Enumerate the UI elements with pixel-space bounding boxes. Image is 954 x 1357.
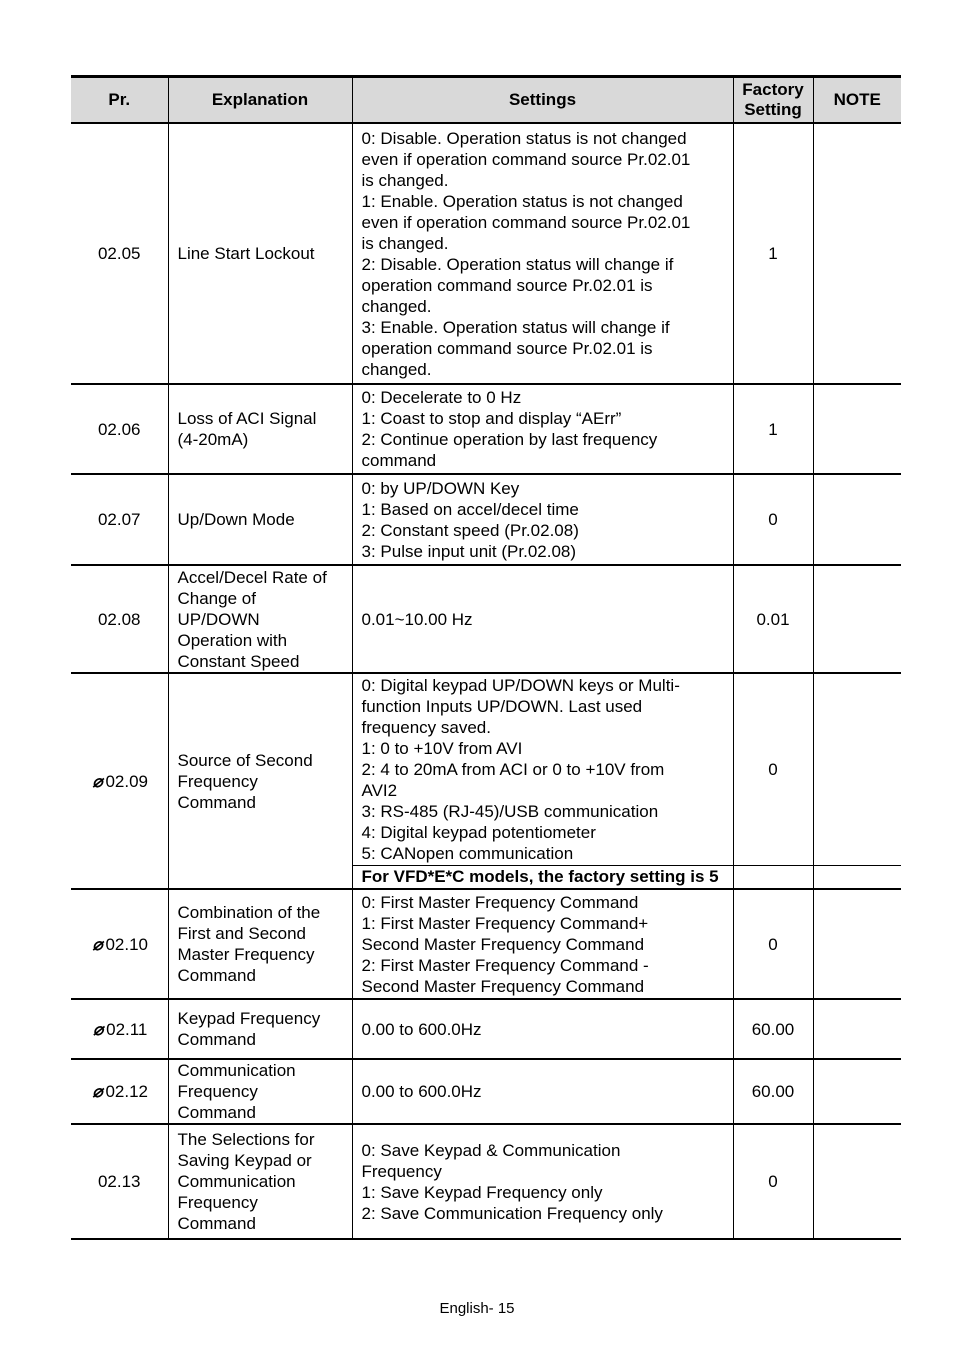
- param-explanation: [168, 123, 352, 384]
- factory-setting: 1: [733, 123, 813, 384]
- param-number: [71, 1059, 168, 1124]
- explanation-line: Accel/Decel Rate of: [177, 567, 327, 587]
- note-cell: [813, 474, 901, 565]
- settings-line: 2: Save Communication Frequency only: [361, 1203, 663, 1223]
- table-row: [71, 999, 901, 1059]
- param-number: 02.05: [71, 123, 168, 384]
- settings-line: 1: Based on accel/decel time: [361, 499, 579, 519]
- settings-line: operation command source Pr.02.01 is: [361, 338, 653, 358]
- page-footer: English- 15: [439, 1300, 515, 1317]
- settings-line: even if operation command source Pr.02.01: [361, 212, 691, 232]
- param-explanation: [168, 565, 352, 673]
- explanation-line: Up/Down Mode: [177, 510, 295, 529]
- explanation-line: Communication: [177, 1061, 296, 1080]
- explanation-line: Command: [177, 1103, 256, 1122]
- settings-line: Frequency: [361, 1161, 442, 1181]
- explanation-line: Combination of the: [177, 903, 321, 922]
- factory-setting: 60.00: [733, 1059, 813, 1124]
- settings-line: 0: First Master Frequency Command: [361, 892, 639, 912]
- settings-line: 1: Enable. Operation status is not changed: [361, 191, 683, 211]
- note-cell: [813, 865, 901, 889]
- note-cell: [813, 1059, 901, 1124]
- table-row: [71, 673, 901, 865]
- explanation-line: Master Frequency: [177, 945, 315, 964]
- run-editable-icon: ⌀: [92, 1082, 103, 1101]
- run-editable-icon: ⌀: [92, 1019, 104, 1039]
- explanation-line: Communication: [177, 1172, 296, 1191]
- explanation-line: Source of Second: [177, 750, 313, 770]
- param-number-text: 02.12: [105, 1082, 149, 1101]
- explanation-line: Keypad Frequency: [177, 1009, 321, 1028]
- table-row: [71, 123, 901, 384]
- settings-line: 1: 0 to +10V from AVI: [361, 738, 523, 758]
- settings-line: 5: CANopen communication: [361, 843, 574, 863]
- factory-setting: 1: [733, 384, 813, 474]
- settings-line: 1: First Master Frequency Command+: [361, 913, 649, 933]
- param-number-text: 02.11: [106, 1019, 148, 1039]
- param-explanation: [168, 889, 352, 999]
- explanation-line: Frequency: [177, 1193, 258, 1212]
- settings-line: 2: 4 to 20mA from ACI or 0 to +10V from: [361, 759, 665, 779]
- explanation-line: Frequency: [177, 771, 258, 791]
- param-number: [71, 999, 168, 1059]
- param-explanation: [168, 1059, 352, 1124]
- table-row: [71, 384, 901, 474]
- settings-line: 0.00 to 600.0Hz: [361, 1082, 482, 1101]
- header-settings: Settings: [352, 77, 733, 124]
- param-settings: [352, 1124, 733, 1239]
- run-editable-icon: ⌀: [92, 934, 103, 954]
- settings-line: command: [361, 451, 437, 470]
- table-row: [71, 565, 901, 673]
- explanation-line: Command: [177, 966, 256, 985]
- note-cell: [813, 673, 901, 865]
- param-settings: [352, 565, 733, 673]
- table-row: [71, 1059, 901, 1124]
- settings-line: 3: RS-485 (RJ-45)/USB communication: [361, 801, 659, 821]
- settings-line: 0.01~10.00 Hz: [361, 609, 473, 629]
- settings-line: 0: by UP/DOWN Key: [361, 478, 520, 498]
- explanation-line: UP/DOWN: [177, 609, 260, 629]
- settings-line: operation command source Pr.02.01 is: [361, 275, 653, 295]
- header-factory-line-1: Factory: [742, 80, 804, 99]
- param-number: 02.08: [71, 565, 168, 673]
- explanation-line: Loss of ACI Signal: [177, 409, 317, 428]
- settings-line: is changed.: [361, 170, 449, 190]
- param-number: 02.07: [71, 474, 168, 565]
- explanation-line: Operation with: [177, 630, 288, 650]
- settings-line: 0: Decelerate to 0 Hz: [361, 388, 522, 407]
- explanation-line: Command: [177, 1030, 256, 1049]
- settings-line: AVI2: [361, 780, 398, 800]
- explanation-line: Frequency: [177, 1082, 258, 1101]
- note-cell: [813, 1124, 901, 1239]
- factory-setting: 0.01: [733, 565, 813, 673]
- note-cell: [813, 384, 901, 474]
- settings-line: is changed.: [361, 233, 449, 253]
- explanation-line: Saving Keypad or: [177, 1151, 312, 1170]
- table-row: [71, 889, 901, 999]
- table-header-row: [71, 77, 901, 124]
- settings-line: 0: Disable. Operation status is not changed: [361, 128, 687, 148]
- header-note: NOTE: [813, 77, 901, 124]
- param-number: [71, 673, 168, 889]
- param-number-text: 02.10: [105, 934, 149, 954]
- explanation-line: Constant Speed: [177, 651, 300, 671]
- run-editable-icon: ⌀: [92, 771, 103, 791]
- explanation-line: First and Second: [177, 924, 307, 943]
- param-settings: [352, 889, 733, 999]
- settings-line: 0: Save Keypad & Communication: [361, 1140, 621, 1160]
- explanation-line: Line Start Lockout: [177, 244, 315, 263]
- header-factory-setting: [733, 77, 813, 124]
- factory-setting: 0: [733, 673, 813, 865]
- factory-setting-empty: [733, 865, 813, 889]
- param-number-text: 02.09: [105, 771, 149, 791]
- note-cell: [813, 123, 901, 384]
- settings-line: 1: Coast to stop and display “AErr”: [361, 409, 622, 428]
- param-settings: [352, 123, 733, 384]
- param-explanation: [168, 474, 352, 565]
- explanation-line: (4-20mA): [177, 430, 249, 449]
- model-note: For VFD*E*C models, the factory setting is 5: [352, 865, 733, 889]
- settings-line: Second Master Frequency Command: [361, 934, 645, 954]
- param-settings: [352, 1059, 733, 1124]
- explanation-line: Command: [177, 1214, 256, 1233]
- param-number: [71, 889, 168, 999]
- settings-line: changed.: [361, 296, 432, 316]
- settings-line: changed.: [361, 359, 432, 379]
- factory-setting: 0: [733, 889, 813, 999]
- settings-line: even if operation command source Pr.02.01: [361, 149, 691, 169]
- settings-line: frequency saved.: [361, 717, 491, 737]
- note-cell: [813, 889, 901, 999]
- header-factory-line-2: Setting: [744, 100, 802, 119]
- factory-setting: 0: [733, 474, 813, 565]
- header-pr: Pr.: [71, 77, 168, 124]
- settings-line: 0.00 to 600.0Hz: [361, 1019, 482, 1039]
- param-explanation: [168, 1124, 352, 1239]
- settings-line: 3: Enable. Operation status will change if: [361, 317, 670, 337]
- factory-setting: 0: [733, 1124, 813, 1239]
- param-settings: [352, 474, 733, 565]
- param-explanation: [168, 673, 352, 889]
- settings-line: function Inputs UP/DOWN. Last used: [361, 696, 643, 716]
- settings-line: 0: Digital keypad UP/DOWN keys or Multi-: [361, 675, 680, 695]
- param-settings: [352, 384, 733, 474]
- settings-line: 3: Pulse input unit (Pr.02.08): [361, 541, 577, 561]
- settings-line: 2: First Master Frequency Command -: [361, 955, 649, 975]
- header-explanation: Explanation: [168, 77, 352, 124]
- explanation-line: Command: [177, 792, 256, 812]
- settings-line: 4: Digital keypad potentiometer: [361, 822, 596, 842]
- table-row: [71, 1124, 901, 1239]
- settings-line: 2: Continue operation by last frequency: [361, 430, 658, 449]
- note-cell: [813, 999, 901, 1059]
- param-number: 02.13: [71, 1124, 168, 1239]
- explanation-line: The Selections for: [177, 1130, 315, 1149]
- param-settings: [352, 999, 733, 1059]
- factory-setting: 60.00: [733, 999, 813, 1059]
- settings-line: 1: Save Keypad Frequency only: [361, 1182, 603, 1202]
- settings-line: Second Master Frequency Command: [361, 976, 645, 996]
- settings-line: 2: Disable. Operation status will change if: [361, 254, 674, 274]
- note-cell: [813, 565, 901, 673]
- param-number: 02.06: [71, 384, 168, 474]
- parameter-table: [71, 75, 901, 1240]
- param-explanation: [168, 384, 352, 474]
- explanation-line: Change of: [177, 588, 256, 608]
- param-settings: [352, 673, 733, 865]
- param-explanation: [168, 999, 352, 1059]
- settings-line: 2: Constant speed (Pr.02.08): [361, 520, 579, 540]
- table-row: [71, 474, 901, 565]
